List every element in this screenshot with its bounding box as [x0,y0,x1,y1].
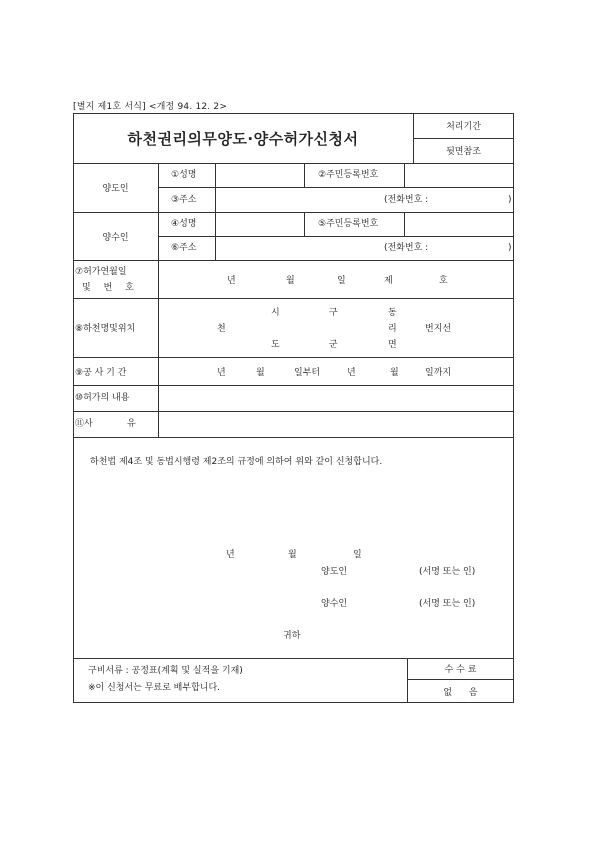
reason-label: ⑪사 [75,419,93,429]
transferee-signature[interactable]: (서명 또는 인) [419,599,476,609]
transferee-address-field[interactable] [216,237,513,259]
period-end-year: 년 [347,368,356,378]
addressee: 귀하 [283,631,301,641]
location-gun: 군 [329,340,338,350]
form-reference: [별지 제1호 서식] <개정 94. 12. 2> [73,102,228,112]
transferor-signature[interactable]: (서명 또는 인) [419,567,476,577]
period-to: 일까지 [425,368,452,378]
permit-date-label-2: 및 번 호 [82,283,134,293]
permit-content-field[interactable] [159,386,513,410]
transferor-address-label: ③주소 [171,195,197,205]
reason-field[interactable] [159,412,513,436]
application-statement: 하천법 제4조 및 동법시행령 제2조의 규정에 의하여 위와 같이 신청합니다. [90,457,383,467]
transferor-reg-field[interactable] [405,164,513,186]
period-end-month: 월 [390,368,399,378]
transferor-sign-role: 양도인 [321,567,348,577]
transferor-address-field[interactable] [216,188,513,211]
transferor-phone-close: ) [508,195,512,205]
transferor-name-label: ①성명 [171,170,197,180]
location-cheon: 천 [217,324,226,334]
location-si: 시 [271,308,280,318]
transferee-reg-field[interactable] [405,213,513,235]
transferee-phone-close: ) [508,243,512,253]
sign-year: 년 [226,550,235,560]
fee-label: 수 수 료 [444,665,477,675]
transferee-phone-label: (전화번호 : [384,243,429,253]
location-beonji: 번지선 [425,324,452,334]
transferee-name-label: ④성명 [171,219,197,229]
location-ri: 리 [388,324,397,334]
permit-month: 월 [286,276,295,286]
processing-period-value: 뒷면참조 [446,147,481,157]
reason-label-2: 유 [127,419,136,429]
period-start-month: 월 [256,368,265,378]
sign-day: 일 [353,550,362,560]
location-myeon: 면 [388,340,397,350]
location-dong: 동 [388,308,397,318]
location-gu: 구 [329,308,338,318]
transferee-address-label: ⑥주소 [171,243,197,253]
location-do: 도 [271,340,280,350]
permit-no-suffix: 호 [439,276,448,286]
permit-year: 년 [227,276,236,286]
form-title: 하천권리의무양도·양수허가신청서 [127,129,359,148]
required-documents: 구비서류 : 공정표(계획 및 실적을 기재) [88,666,243,676]
processing-period-label: 처리기간 [446,122,481,132]
permit-content-label: ⑩허가의 내용 [75,393,130,403]
fee-value: 없 음 [443,687,478,698]
transferor-name-field[interactable] [216,164,303,186]
transferee-sign-role: 양수인 [321,599,348,609]
location-label: ⑧하천명및위치 [75,324,136,334]
permit-no-prefix: 제 [384,276,393,286]
period-start-year: 년 [217,368,226,378]
transferee-name-field[interactable] [216,213,303,235]
permit-day: 일 [337,276,346,286]
transferee-reg-label: ⑤주민등록번호 [318,219,379,229]
period-from: 일부터 [294,368,321,378]
permit-date-label-1: ⑦허가연월일 [75,267,127,277]
free-distribution-note: ※이 신청서는 무료로 배부합니다. [88,683,221,693]
sign-month: 월 [288,550,297,560]
transferor-label: 양도인 [102,184,129,194]
transferor-reg-label: ②주민등록번호 [318,170,379,180]
transferee-label: 양수인 [102,232,129,243]
transferor-phone-label: (전화번호 : [384,195,429,205]
period-label: ⑨공 사 기 간 [75,368,127,378]
